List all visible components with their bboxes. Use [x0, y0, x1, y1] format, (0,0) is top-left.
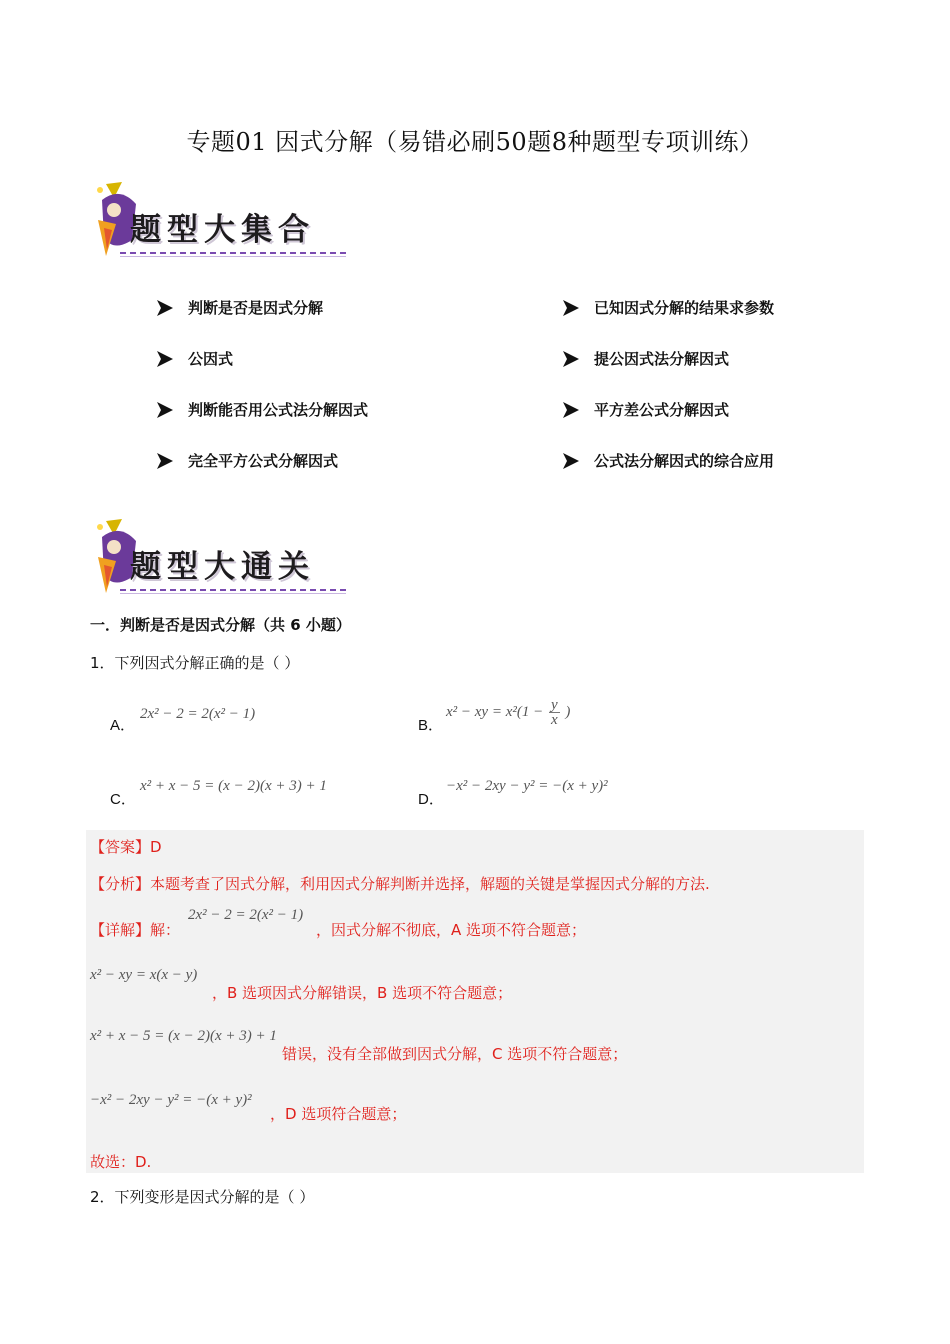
analysis-tag: 【分析】 [90, 875, 151, 893]
option-d-expression: −x² − 2xy − y² = −(x + y)² [446, 778, 608, 794]
banner-divider-underline [120, 593, 346, 594]
toc-item-6[interactable] [561, 398, 729, 422]
detail-expression-1: 2x² − 2 = 2(x² − 1) [188, 907, 304, 923]
option-d-label[interactable]: D． [418, 791, 444, 808]
answer-tag: 【答案】 [90, 838, 151, 856]
detail-expression-2: x² − xy = x(x − y) [90, 967, 198, 983]
arrow-bullet-icon [155, 349, 175, 369]
answer-value: D [150, 838, 162, 856]
toc-item-label: 完全平方公式分解因式 [188, 452, 339, 470]
toc-item-label: 判断是否是因式分解 [188, 299, 324, 317]
option-c-label[interactable]: C． [110, 791, 136, 808]
banner-practice [90, 517, 360, 607]
toc-item-label: 已知因式分解的结果求参数 [594, 299, 775, 317]
arrow-bullet-icon [561, 349, 581, 369]
option-a-label[interactable]: A． [110, 717, 136, 734]
detail-text-4: ，D 选项符合题意； [270, 1105, 407, 1123]
detail-expression-3: x² + x − 5 = (x − 2)(x + 3) + 1 [90, 1028, 277, 1044]
option-b-expression [446, 698, 570, 727]
answer-line [90, 836, 162, 857]
option-b-expression-left: x² − xy = x²(1 − [446, 703, 544, 720]
toc-item-label: 提公因式法分解因式 [594, 350, 730, 368]
analysis-line [90, 873, 710, 894]
detail-prefix: 解： [150, 921, 181, 939]
fraction-denominator: x [551, 712, 558, 728]
toc-item-8[interactable] [561, 449, 774, 473]
toc-item-5[interactable] [155, 398, 368, 422]
arrow-bullet-icon [561, 451, 581, 471]
fraction-numerator: y [551, 697, 558, 713]
banner-question-types [90, 180, 360, 270]
arrow-bullet-icon [155, 400, 175, 420]
banner-title-collection: 题型大集合 [130, 212, 315, 248]
arrow-bullet-icon [155, 298, 175, 318]
option-b-expression-right: ) [565, 703, 571, 720]
detail-text-1: ，因式分解不彻底，A 选项不符合题意； [316, 921, 587, 939]
toc-item-label: 平方差公式分解因式 [594, 401, 730, 419]
toc-item-2[interactable] [561, 296, 774, 320]
conclusion: 故选：D. [90, 1153, 152, 1171]
toc-item-3[interactable] [155, 347, 233, 371]
option-a-expression: 2x² − 2 = 2(x² − 1) [140, 706, 256, 722]
detail-text-3: 错误，没有全部做到因式分解，C 选项不符合题意； [282, 1045, 628, 1063]
arrow-bullet-icon [561, 400, 581, 420]
banner-divider [120, 589, 346, 591]
arrow-bullet-icon [561, 298, 581, 318]
toc-item-4[interactable] [561, 347, 729, 371]
banner-divider-underline [120, 256, 346, 257]
question-1-stem: 1．下列因式分解正确的是（ ） [90, 654, 300, 672]
arrow-bullet-icon [155, 451, 175, 471]
toc-item-label: 公因式 [188, 350, 234, 368]
detail-expression-4: −x² − 2xy − y² = −(x + y)² [90, 1092, 252, 1108]
toc-item-label: 公式法分解因式的综合应用 [594, 452, 775, 470]
analysis-text: 本题考查了因式分解，利用因式分解判断并选择，解题的关键是掌握因式分解的方法. [150, 875, 710, 893]
banner-divider [120, 252, 346, 254]
toc-item-7[interactable] [155, 449, 338, 473]
detail-tag: 【详解】 [90, 921, 151, 939]
fraction [549, 698, 560, 727]
toc-item-1[interactable] [155, 296, 323, 320]
section-heading: 一．判断是否是因式分解（共 6 小题） [90, 616, 351, 634]
option-b-label[interactable]: B． [418, 717, 444, 734]
detail-text-2: ，B 选项因式分解错误，B 选项不符合题意； [212, 984, 513, 1002]
option-c-expression: x² + x − 5 = (x − 2)(x + 3) + 1 [140, 778, 327, 794]
banner-title-practice: 题型大通关 [130, 549, 315, 585]
toc-item-label: 判断能否用公式法分解因式 [188, 401, 369, 419]
detail-line-1 [90, 919, 180, 940]
page-title: 专题01 因式分解（易错必刷50题8种题型专项训练） [186, 128, 764, 156]
question-2-stem: 2．下列变形是因式分解的是（ ） [90, 1188, 315, 1206]
